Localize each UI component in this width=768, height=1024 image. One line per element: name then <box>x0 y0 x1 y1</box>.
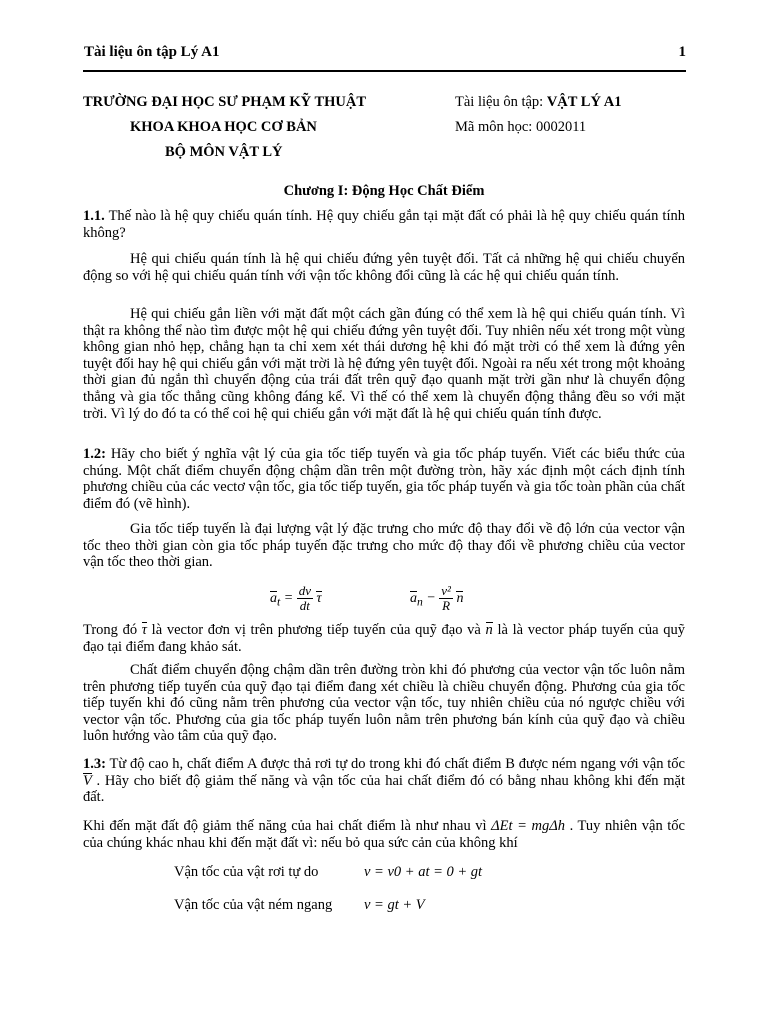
fraction-v2-r <box>439 584 453 613</box>
answer-1-2-para-1: Gia tốc tiếp tuyến là đại lượng vật lý đặc trưng cho mức độ thay đổi về độ lớn của vector vận tốc theo thời gian còn gia tốc pháp tuyến đặc trưng cho mức độ thay đổi về phương chiều của vector vận tốc theo thời gian. <box>83 521 685 571</box>
question-1-1 <box>83 208 685 241</box>
text-part: Khi đến mặt đất độ giảm thế năng của hai chất điểm là như nhau vì <box>83 818 492 834</box>
symbol-a: a <box>270 590 277 606</box>
text-part: Trong đó <box>83 622 142 638</box>
school-name: TRƯỜNG ĐẠI HỌC SƯ PHẠM KỸ THUẬT <box>83 94 367 110</box>
chapter-title: Chương I: Động Học Chất Điểm <box>283 183 485 199</box>
free-fall-expression: v = v0 + at = 0 + gt <box>364 864 483 880</box>
question-label: 1.1. <box>83 208 105 224</box>
fraction-dv-dt <box>297 584 313 613</box>
header-title: Tài liệu ôn tập Lý A1 <box>84 44 220 60</box>
free-fall-velocity <box>174 864 483 881</box>
n-vector: n <box>485 622 493 638</box>
numerator: dv <box>298 583 311 598</box>
text-part: . Tuy nhiên vận tốc của chúng khác nhau khi đến mặt đất vì: nếu bỏ qua sức cản của không khí <box>83 818 685 851</box>
answer-1-2-para-3: Chất điểm chuyển động chậm dần trên đường tròn khi đó phương của vector vận tốc luôn nằm trên phương tiếp tuyến của quỹ đạo tại điểm đang xét chiều là chiều chuyển động. Phương của gia tốc tiếp tuyến khi đó cũng nằm trên phương của vector vận tốc, tuy nhiên chiều của nó ngược chiều với vector vận tốc. Phương của gia tốc pháp tuyến luôn nằm trên phương bán kính của quỹ đạo và chiều luôn hướng vào tâm của quỹ đạo. <box>83 662 685 745</box>
subject-prefix: Tài liệu ôn tập: <box>455 94 547 110</box>
answer-1-1-para-2: Hệ qui chiếu gắn liền với mặt đất một cách gần đúng có thể xem là hệ qui chiếu quán tính. Vì thật ra không thể nào tìm được một hệ qui chiếu đứng yên tuyệt đối. Tuy nhiên nếu xét trong một vùng không gian nhỏ hẹp, chẳng hạn ta chỉ xem xét thái dương hệ khi đó mặt trời có thể xem là đứng yên tuyệt đối hay hệ qui chiếu gắn với mặt trời là hệ đứng yên tuyệt đối. Ngoài ra nếu xét trong một khoảng thời gian đủ ngắn thì chuyển động của trái đất trên quỹ đạo quanh mặt trời gần như là chuyển động thẳng và gia tốc thẳng cũng không đáng kể. Vì thế có thể xem là chuyển động thẳng đều so với mặt trời. Vì lý do đó ta có thể coi hệ qui chiếu gắn với mặt đất là hệ qui chiếu quán tính được. <box>83 306 685 422</box>
thrown-expression: v = gt + V <box>364 897 425 913</box>
answer-1-1-para-1: Hệ qui chiếu quán tính là hệ qui chiếu đứng yên tuyệt đối. Tất cả những hệ qui chiếu chuyển động so với hệ qui chiếu quán tính với vận tốc không đổi cũng là các hệ qui chiếu quán tính. <box>83 251 685 284</box>
question-text: . Hãy cho biết độ giảm thế năng và vận tốc của hai chất điểm đó có bằng nhau không khi đến mặt đất. <box>83 772 685 806</box>
answer-1-2-para-2 <box>83 622 685 655</box>
minus-sign: − <box>426 590 436 606</box>
potential-energy-formula: ΔEt = mgΔh <box>491 818 565 834</box>
tau-vector: τ <box>141 622 147 638</box>
course-code: Mã môn học: 0002011 <box>455 119 587 135</box>
question-1-3 <box>83 756 685 806</box>
answer-1-3-para-1 <box>83 818 685 851</box>
formula-normal-acceleration <box>410 584 463 613</box>
denominator: R <box>442 598 451 613</box>
page-number: 1 <box>678 44 686 60</box>
symbol-n: n <box>456 590 464 606</box>
subscript-n: n <box>417 595 423 609</box>
free-fall-label: Vận tốc của vật rơi tự do <box>174 864 319 880</box>
symbol-a: a <box>410 590 417 606</box>
symbol-tau: τ <box>316 590 322 606</box>
subject-line <box>455 94 621 111</box>
numerator: v² <box>441 583 451 598</box>
velocity-vector: V <box>83 772 92 789</box>
faculty-name: KHOA KHOA HỌC CƠ BẢN <box>130 119 317 135</box>
question-text: Hãy cho biết ý nghĩa vật lý của gia tốc tiếp tuyến và gia tốc pháp tuyến. Viết các biểu thức của chúng. Một chất điểm chuyển động chậm dần trên một đường tròn, hãy xác định một cách định tính phương chiều của các vectơ vận tốc, gia tốc tiếp tuyến, gia tốc pháp tuyến và gia tốc toàn phần của chất điểm đó (vẽ hình). <box>83 446 685 512</box>
question-label: 1.2: <box>83 446 106 462</box>
question-text: Từ độ cao h, chất điểm A được thả rơi tự do trong khi đó chất điểm B được ném ngang với vận tốc <box>105 756 685 772</box>
equals-sign: = <box>283 590 294 606</box>
subscript-t: t <box>277 595 281 609</box>
subject-name: VẬT LÝ A1 <box>546 94 622 110</box>
text-part: là vector đơn vị trên phương tiếp tuyến của quỹ đạo và <box>147 622 486 638</box>
question-text: Thế nào là hệ quy chiếu quán tính. Hệ quy chiếu gắn tại mặt đất có phải là hệ quy chiếu quán tính không? <box>83 208 685 241</box>
question-1-2 <box>83 446 685 512</box>
header-divider <box>83 70 686 72</box>
department-name: BỘ MÔN VẬT LÝ <box>165 144 283 160</box>
thrown-label: Vận tốc của vật ném ngang <box>174 897 333 913</box>
formula-tangential-acceleration <box>270 584 322 613</box>
denominator: dt <box>299 598 310 613</box>
thrown-velocity <box>174 897 425 914</box>
question-label: 1.3: <box>83 756 106 772</box>
text-part: là là vector pháp tuyến của quỹ đạo tại điểm đang khảo sát. <box>83 622 685 655</box>
